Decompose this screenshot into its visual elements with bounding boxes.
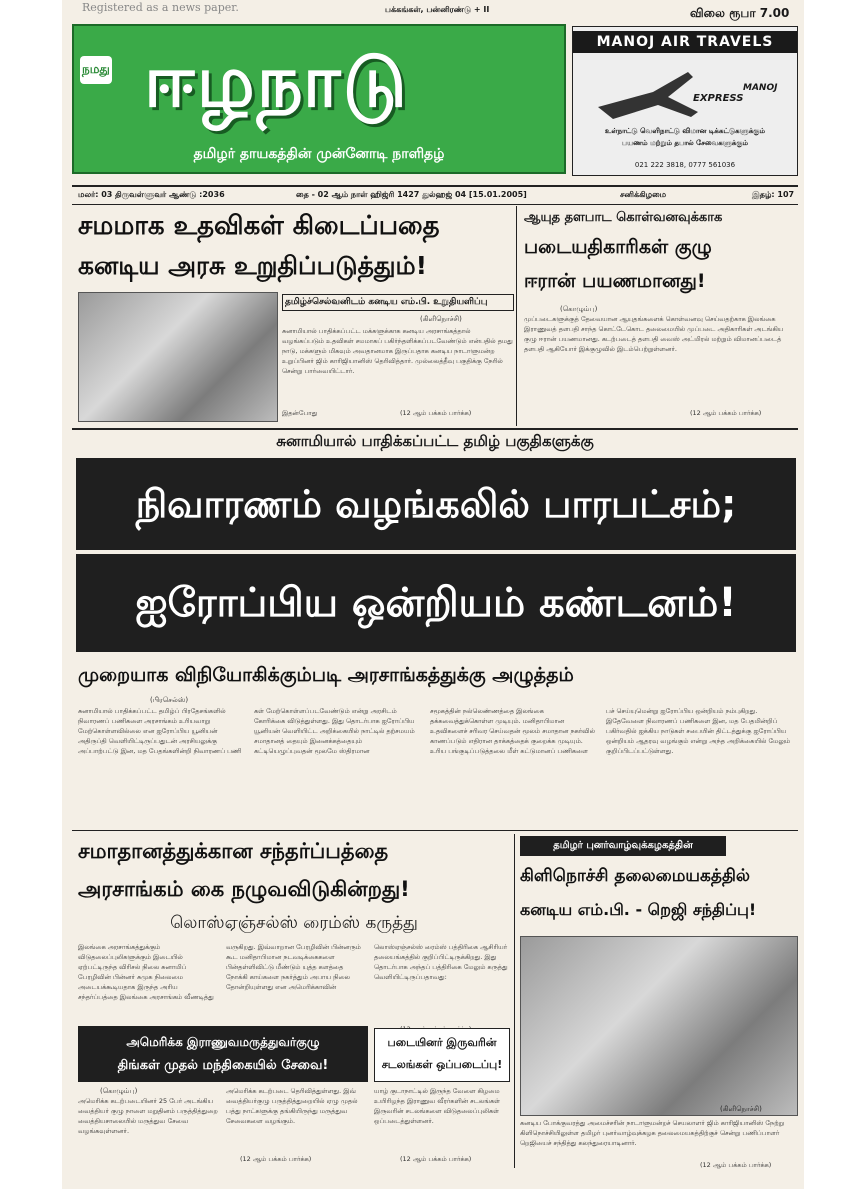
masthead (72, 24, 566, 174)
story3-headline-1: சமாதானத்துக்கான சந்தர்ப்பத்தை (78, 839, 389, 863)
story4-col-1: அமெரிக்க கடற்படையினர் 25 பேர் அடங்கிய வைத்தியர் குழு நாளை மறுதினம் பருத்தித்துறை வைத்தியசாலையில் மருத்துவ சேவை வழங்கவுள்ளனர். (78, 1097, 218, 1135)
story4-col-2: அமெரிக்க கடற்படை தெரிவித்துள்ளது. இவ் வைத்தியர்குழு பருத்தித்துறையில் ஏழு முதல் பத்து நாட்களுக்கு தங்கியிருந்து மருத்துவ சேவைகளை வழங்கும். (226, 1087, 358, 1125)
advert-manoj (572, 26, 798, 176)
story3-subhead: லொஸ்ஏஞ்சல்ஸ் ரைம்ஸ் கருத்து (170, 913, 418, 933)
masthead-namathu: நமது (80, 56, 112, 84)
lead-col-4: பச் செய்யுமென்று ஐரோப்பிய ஒன்றியம் நம்புகிறது. இதேவேளை நிவாரணப் பணிகளை இன, மத பேதமின்றிப் பகிர்வதில் ஐக்கிய நாடுகள் சபையின் திட்டத்துக்கு ஐரோப்பிய ஒன்றியம் ஆதரவு வழங்கும் என்று அந்த அறிக்கையில் மேலும் குறிப்பிடப்பட்டுள்ளது. (606, 707, 791, 755)
story2-dateline: (கொழும்பு) (560, 305, 598, 313)
story3-col-1: இலங்கை அரசாங்கத்துக்கும் விடுதலைப்புலிகளுக்கும் இடையில் ஏற்பட்டிருந்த விரிசல் நிலை சுனாமிப் பேரழிவின் பின்னர் சுமுக நிலைமை அடையக்கூடியதாக இருந்த அரிய சந்தர்ப்பத்தை இலங்கை அரசாங்கம் வீணடித்து (78, 943, 214, 1001)
story4-headline-1: அமெரிக்க இராணுவமருத்துவர்குழு (126, 1035, 320, 1049)
story1-dateline: (கிளிநொச்சி) (420, 315, 462, 323)
story6-caption: (கிளிநொச்சி) (720, 1105, 762, 1113)
story6-headline-1: கிளிநொச்சி தலைமையகத்தில் (520, 866, 750, 886)
story1-headline-2: கனடிய அரசு உறுதிப்படுத்தும்! (78, 251, 428, 280)
story3-headline-2: அரசாங்கம் கை நழுவவிடுகின்றது! (78, 877, 410, 901)
story1-subhead: தமிழ்ச்செல்வனிடம் கனடிய எம்.பி. உறுதியளிப்பு (282, 294, 514, 311)
issue-info: மலர்: 03 திருவள்ளுவர் ஆண்டு :2036 (78, 190, 225, 199)
story1-body: சுனாமியால் பாதிக்கப்பட்ட மக்களுக்காக கனடிய அரசாங்கத்தால் வழங்கப்படும் உதவிகள் சமமாகப் பகிர்ந்தளிக்கப்படவேண்டும் என்பதில் தமது நாடு, மக்களும் மிகவும் அவதானமாக இருப்பதாக கனடிய நாடாளுமன்ற உறுப்பினர் ஜிம் காரிஜியானிஸ் தெரிவித்தார். முல்லைத்தீவு பகுதிக்கு நேரில் சென்று பார்வையிட்டார். (282, 327, 513, 375)
story1-continued: (12 ஆம் பக்கம் பார்க்க) (400, 409, 472, 417)
story5-continued: (12 ஆம் பக்கம் பார்க்க) (400, 1155, 472, 1163)
advert-express: EXPRESS (693, 93, 744, 104)
masthead-title: ஈழநாடு (144, 39, 409, 123)
story5-body: யாழ் குடாநாட்டில் இருந்த வேளை கிழமை உயிரிழந்த இராணுவ வீரர்களின் சடலங்கள் இருவரின் சடலங்களை விடுதலைப்புலிகள் ஒப்படைத்துள்ளனர். (374, 1087, 501, 1125)
story4-continued: (12 ஆம் பக்கம் பார்க்க) (240, 1155, 312, 1163)
story5-headline-box (374, 1028, 510, 1082)
story2-kicker: ஆயுத தளபாட கொள்வனவுக்காக (524, 210, 723, 225)
airplane-icon (593, 67, 703, 127)
lead-headline-2: ஐரோப்பிய ஒன்றியம் கண்டனம்! (76, 554, 796, 652)
story4-headline-2: திங்கள் முதல் மந்திகையில் சேவை! (117, 1058, 329, 1073)
story1-headline-1: சமமாக உதவிகள் கிடைப்பதை (78, 211, 440, 241)
price: விலை ரூபா 7.00 (690, 6, 790, 20)
page-count: பக்கங்கள், பன்னிரண்டு + II (385, 5, 490, 14)
masthead-tagline: தமிழர் தாயகத்தின் முன்னோடி நாளிதழ் (193, 146, 445, 162)
lead-headline-1: நிவாரணம் வழங்கலில் பாரபட்சம்; (76, 458, 796, 550)
story2-body: முப்படைகளுக்குத் தேவையான ஆயுதங்களைக் கொள்வனவு செய்வதற்காக இலங்கை இராணுவத் தளபதி சாந்த கொட்டேகொட தலைமையில் முப்படை அதிகாரிகள் அடங்கிய குழு ஈரான் பயணமானது. கடற்படைத் தளபதி வைஸ் அட்மிரல் மற்றும் விமானப்படைத் தளபதி ஆகியோர் இக்குழுவில் இடம்பெற்றுள்ளனர். (524, 315, 784, 353)
advert-phone: 021 222 3818, 0777 561036 (634, 161, 736, 169)
story6-headline-2: கனடிய எம்.பி. - றெஜி சந்திப்பு! (520, 900, 757, 919)
story5-headline-2: சடலங்கள் ஒப்படைப்பு! (381, 1058, 503, 1071)
story4-headline-box (78, 1026, 368, 1082)
lead-col-2: கள் மேற்கொள்ளப்படவேண்டும் என்று அரசிடம் கோரிக்கை விடுத்துள்ளது. இது தொடர்பாக ஐரோப்பிய யூனியன் வெளியிட்ட அறிக்கையில் நாட்டில் தற்சமயம் சமாதானத் தையும் இனைக்கத்தையும் கட்டியெழுப்புவதன் மூலமே ஸ்திரமான (254, 707, 415, 755)
story4-dateline: (கொழும்பு) (100, 1087, 138, 1095)
story5-headline-1: படையினர் இருவரின் (387, 1036, 497, 1049)
story6-body: கனடிய போக்குவரத்து அமைச்சரின் நாடாளுமன்றச் செயலாளர் ஜிம் காரிஜியானிஸ் நேற்று கிளிநொச்சியிலுள்ள தமிழர் புனர்வாழ்வுக்கழக தலைமையகத்திற்குச் சென்று பணிப்பாளர் றெஜியைச் சந்தித்து கலந்துரையாடினார். (520, 1119, 785, 1147)
advert-line1: உள்நாட்டு வெளிநாட்டு விமான டிக்கட்டுகளுக்கும் (605, 127, 765, 135)
advert-line2: பயணம் மற்றும் தபால் சேவைகளுக்கும் (621, 139, 749, 147)
story1-photo (78, 292, 278, 422)
story6-photo (520, 936, 798, 1116)
lead-dateline: (பிரசெல்ஸ்) (150, 696, 189, 704)
date-info: தை - 02 ஆம் நாள் ஹிஜ்ரி 1427 துல்ஹஜ் 04 [15.01.2005] (296, 190, 527, 199)
story3-col-2: வருகிறது. இவ்வாறான பேரழிவின் பின்னரும் கூட மனிதாபிமான நடவடிக்கைகளை பின்தள்ளிவிட்டு மீண்டும் யுத்த களத்தை நோக்கி காய்களை நகர்த்தும் அபாய நிலை தோன்றியுள்ளது என அமெரிக்காவின் (226, 943, 361, 991)
story2-headline-2: ஈரான் பயணமானது! (524, 270, 706, 292)
story6-kicker: தமிழர் புனர்வாழ்வுக்கழகத்தின் (520, 836, 726, 856)
advert-manoj: MANOJ (743, 83, 778, 93)
lead-kicker: சுனாமியால் பாதிக்கப்பட்ட தமிழ் பகுதிகளுக்கு (276, 432, 594, 450)
lead-col-3: சமூகத்தின் நல்லெண்ணத்தை இலங்கை தக்கவைத்துக்கொள்ள முடியும். மனிதாபிமான உதவிகளைச் சரிவர செய்வதன் மூலம் சமாதான நகர்வில் காணப்படும் எதிரான தாக்கத்தைக் குறைக்க முடியும். உரிய பங்குடிப்படுத்தலை மீள் கட்டுமானப் பணிகளை (430, 707, 595, 755)
story2-continued: (12 ஆம் பக்கம் பார்க்க) (690, 409, 762, 417)
issue-number: இதழ்: 107 (752, 190, 795, 199)
lead-subhead: முறையாக விநியோகிக்கும்படி அரசாங்கத்துக்கு அழுத்தம் (78, 664, 574, 686)
advert-title: MANOJ AIR TRAVELS (573, 31, 797, 53)
story2-headline-1: படையதிகாரிகள் குழு (524, 236, 712, 258)
story1-byline: இதன்போது (282, 409, 318, 417)
lead-col-1: சுனாமியால் பாதிக்கப்பட்ட தமிழ்ப் பிரதேசங்களில் நிவாரணப் பணிகளை அரசாங்கம் உரியவாறு மேற்கொள்ளவில்லை என ஐரோப்பிய யூனியன் அதிருப்தி வெளியிட்டிருப்பதுடன் அரசியலுக்கு அப்பாற்பட்டு இன, மத பேதங்களின்றி நிவாரணப் பணி (78, 707, 242, 755)
story3-col-3: லொஸ்ஏஞ்சல்ஸ் ரைம்ஸ் பத்திரிகை ஆசிரியர் தலையங்கத்தில் குறிப்பிட்டிருக்கிறது. இது தொடர்பாக அந்தப் பத்திரிகை மேலும் கருத்து வெளியிட்டிருப்பதாவது: (374, 943, 508, 981)
registered-note: Registered as a news paper. (82, 1, 239, 14)
story6-continued: (12 ஆம் பக்கம் பார்க்க) (700, 1161, 772, 1169)
day-info: சனிக்கிழமை (620, 190, 667, 199)
